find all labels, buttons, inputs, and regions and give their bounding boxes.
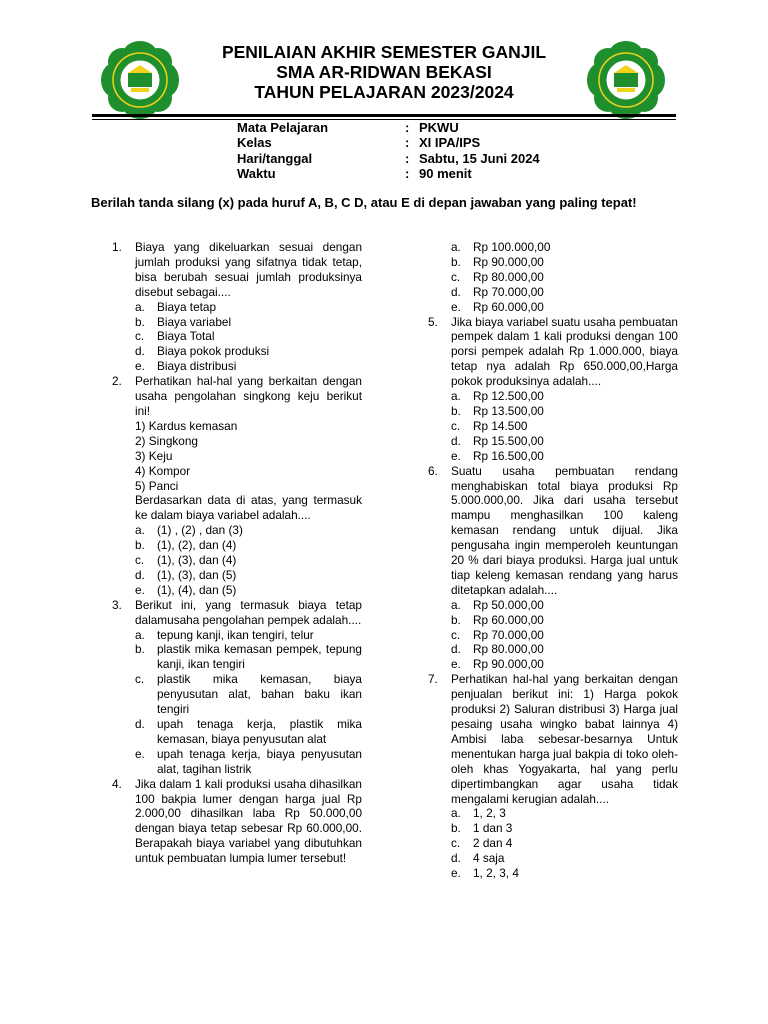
info-value: XI IPA/IPS (419, 135, 481, 151)
option-text: Rp 100.000,00 (473, 240, 551, 254)
answer-option[interactable] (135, 628, 362, 643)
answer-option[interactable] (135, 329, 362, 344)
answer-option[interactable] (451, 419, 678, 434)
answer-option[interactable] (135, 359, 362, 374)
option-letter: e. (135, 359, 145, 374)
info-row-class (237, 135, 540, 150)
school-logo-left (100, 40, 180, 120)
info-value: Sabtu, 15 Juni 2024 (419, 150, 540, 166)
exam-instruction: Berilah tanda silang (x) pada huruf A, B, C D, atau E di depan jawaban yang paling tepat! (91, 195, 637, 210)
answer-option[interactable] (451, 657, 678, 672)
option-text: 2 dan 4 (473, 836, 513, 851)
question-1 (112, 240, 362, 374)
option-text: 1 dan 3 (473, 821, 513, 836)
exam-info-block (237, 120, 540, 182)
question-text: Perhatikan hal-hal yang berkaitan dengan usaha pengolahan singkong keju berikut ini! (135, 374, 362, 418)
option-text: 1, 2, 3 (473, 806, 506, 821)
question-7 (428, 672, 678, 881)
answer-option[interactable] (135, 747, 362, 777)
exam-header-title (180, 42, 588, 102)
option-letter: b. (451, 403, 461, 418)
answer-option[interactable] (135, 300, 362, 315)
option-text: (1), (3), dan (4) (157, 553, 237, 568)
question-text: Biaya yang dikeluarkan sesuai dengan jumlah produksi yang sifatnya tidak tetap, bisa berubah sesuai jumlah produksinya disebut sebagai.... (135, 240, 362, 299)
answer-option[interactable] (451, 255, 678, 270)
answer-option[interactable] (451, 821, 678, 836)
option-letter: c. (451, 269, 461, 284)
option-text: Rp 60.000,00 (473, 612, 544, 627)
option-letter: c. (451, 627, 461, 642)
question-text: Berikut ini, yang termasuk biaya tetap dalamusaha pengolahan pempek adalah.... (135, 597, 362, 627)
option-text: (1), (3), dan (5) (157, 567, 237, 582)
option-text: (1), (4), dan (5) (157, 582, 237, 597)
answer-option[interactable] (451, 300, 678, 315)
answer-option[interactable] (451, 270, 678, 285)
questions-column-left (112, 240, 362, 866)
option-text: Rp 14.500 (473, 418, 528, 433)
header-line-1: PENILAIAN AKHIR SEMESTER GANJIL (221, 42, 547, 62)
option-text: Rp 12.500,00 (473, 389, 544, 404)
option-text: tepung kanji, ikan tengiri, telur (157, 627, 314, 642)
option-text: Rp 90.000,00 (473, 254, 544, 269)
question-6 (428, 464, 678, 673)
answer-option[interactable] (451, 806, 678, 821)
option-letter: a. (451, 597, 461, 612)
option-text: Rp 16.500,00 (473, 448, 544, 463)
option-letter: d. (451, 433, 461, 448)
option-letter: d. (135, 344, 145, 359)
answer-option[interactable] (135, 672, 362, 717)
answer-option[interactable] (135, 717, 362, 747)
question-number: 2. (112, 374, 122, 389)
option-letter: c. (135, 329, 145, 344)
option-text: Rp 70.000,00 (473, 627, 544, 642)
question-2 (112, 374, 362, 598)
list-item: 1) Kardus kemasan (135, 418, 238, 433)
option-letter: a. (135, 299, 145, 314)
header-divider-thick (92, 114, 676, 117)
option-letter: d. (451, 284, 461, 299)
option-letter: b. (135, 642, 145, 657)
option-letter: c. (135, 553, 145, 568)
option-text: Rp 70.000,00 (473, 284, 544, 299)
option-letter: b. (451, 254, 461, 269)
question-text: Perhatikan hal-hal yang berkaitan dengan penjualan berikut ini: 1) Harga pokok produksi 2) Saluran distribusi 3) Harga jual pesaing usaha wingko babat lainnya 4) Ambisi laba sebesar-besarnya Untuk menentukan harga jual bakpia di toko oleh-oleh khas Yogyakarta, hal yang perlu dipertimbangkan agar usaha tidak mengalami kerugian adalah.... (451, 672, 678, 806)
option-letter: e. (451, 299, 461, 314)
school-logo-right (586, 40, 666, 120)
answer-option[interactable] (451, 851, 678, 866)
info-colon: : (405, 150, 410, 166)
question-number: 3. (112, 597, 122, 612)
questions-column-right (428, 240, 678, 881)
info-row-subject (237, 120, 540, 135)
answer-option[interactable] (135, 523, 362, 538)
option-text: Rp 80.000,00 (473, 269, 544, 284)
answer-option[interactable] (135, 553, 362, 568)
option-text: (1), (2), dan (4) (157, 538, 237, 553)
answer-option[interactable] (135, 344, 362, 359)
header-line-3: TAHUN PELAJARAN 2023/2024 (254, 82, 514, 102)
answer-option[interactable] (451, 613, 678, 628)
option-text: Rp 80.000,00 (473, 642, 544, 657)
header-line-2: SMA AR-RIDWAN BEKASI (276, 62, 492, 82)
option-letter: a. (135, 627, 145, 642)
list-item: 5) Panci (135, 478, 179, 493)
answer-option[interactable] (451, 404, 678, 419)
answer-option[interactable] (451, 642, 678, 657)
info-colon: : (405, 135, 410, 151)
question-number: 6. (428, 463, 438, 478)
answer-option[interactable] (451, 628, 678, 643)
option-letter: e. (451, 866, 461, 881)
answer-option[interactable] (451, 389, 678, 404)
option-letter: c. (135, 672, 145, 687)
question-number: 1. (112, 240, 122, 254)
option-letter: b. (135, 314, 145, 329)
answer-option[interactable] (451, 598, 678, 613)
info-label: Kelas (237, 135, 272, 151)
question-4-options (428, 240, 678, 315)
option-text: Biaya distribusi (157, 359, 237, 374)
answer-option[interactable] (451, 449, 678, 464)
question-text: Suatu usaha pembuatan rendang menghabiskan total biaya produksi Rp 5.000.000,00. Jika dari usaha tersebut mampu menghasilkan 100 kaleng kemasan rendang untuk dijual. Jika pengusaha ingin memperoleh keuntungan 20 % dari biaya produksi. Harga jual untuk tiap keleng kemasan rendang yang harus ditetapkan adalah.... (451, 463, 678, 597)
question-text-continued: Berdasarkan data di atas, yang termasuk ke dalam biaya variabel adalah.... (135, 493, 362, 523)
answer-option[interactable] (451, 240, 678, 255)
answer-option[interactable] (451, 836, 678, 851)
option-text: plastik mika kemasan, biaya penyusutan alat, bahan baku ikan tengiri (157, 672, 362, 717)
info-colon: : (405, 120, 410, 135)
question-4 (112, 777, 362, 866)
option-text: Rp 90.000,00 (473, 657, 544, 672)
option-text: plastik mika kemasan pempek, tepung kanji, ikan tengiri (157, 642, 362, 672)
info-label: Waktu (237, 166, 276, 182)
option-text: 4 saja (473, 851, 505, 866)
info-row-date (237, 151, 540, 166)
option-letter: a. (451, 389, 461, 404)
answer-option[interactable] (135, 642, 362, 672)
option-text: Biaya Total (157, 329, 215, 344)
question-3 (112, 598, 362, 777)
option-text: Rp 50.000,00 (473, 597, 544, 612)
question-text: Jika biaya variabel suatu usaha pembuatan pempek dalam 1 kali produksi dengan 100 porsi pempek adalah Rp 1.000.000, biaya tetap nya adalah Rp 650.000,00,Harga pokok produksinya adalah.... (451, 314, 678, 389)
info-label: Hari/tanggal (237, 150, 313, 166)
info-colon: : (405, 166, 410, 182)
option-letter: d. (135, 567, 145, 582)
list-item: 3) Keju (135, 448, 173, 463)
option-letter: b. (135, 538, 145, 553)
option-letter: e. (451, 448, 461, 463)
list-item: 4) Kompor (135, 463, 191, 478)
option-text: Biaya variabel (157, 314, 232, 329)
option-text: Rp 60.000,00 (473, 299, 544, 314)
info-value: PKWU (419, 120, 459, 135)
option-text: Rp 15.500,00 (473, 433, 544, 448)
option-text: upah tenaga kerja, biaya penyusutan alat, tagihan listrik (157, 746, 362, 776)
option-letter: e. (135, 746, 145, 761)
option-letter: c. (451, 836, 461, 851)
info-label: Mata Pelajaran (237, 120, 329, 135)
option-letter: b. (451, 612, 461, 627)
info-row-time (237, 166, 540, 181)
option-text: Biaya tetap (157, 299, 217, 314)
question-5 (428, 315, 678, 464)
answer-option[interactable] (451, 285, 678, 300)
option-letter: e. (451, 657, 461, 672)
option-text: (1) , (2) , dan (3) (157, 523, 243, 538)
option-letter: e. (135, 582, 145, 597)
list-item: 2) Singkong (135, 433, 198, 448)
question-number: 7. (428, 672, 438, 687)
option-text: upah tenaga kerja, plastik mika kemasan, biaya penyusutan alat (157, 717, 362, 746)
option-letter: d. (135, 717, 145, 731)
answer-option[interactable] (135, 583, 362, 598)
option-letter: c. (451, 418, 461, 433)
question-number: 5. (428, 314, 438, 329)
option-letter: a. (135, 523, 145, 538)
option-letter: a. (451, 806, 461, 821)
option-text: Biaya pokok produksi (157, 344, 270, 359)
question-text: Jika dalam 1 kali produksi usaha dihasilkan 100 bakpia lumer dengan harga jual Rp 2.000,00 dihasilkan laba Rp 50.000,00 dengan biaya tetap sebesar Rp 60.000,00. Berapakah biaya variabel yang dibutuhkan untuk pembuatan lumpia lumer tersebut! (135, 776, 362, 866)
answer-option[interactable] (451, 866, 678, 881)
option-text: 1, 2, 3, 4 (473, 866, 519, 881)
answer-option[interactable] (135, 538, 362, 553)
option-letter: d. (451, 851, 461, 866)
option-text: Rp 13.500,00 (473, 403, 544, 418)
answer-option[interactable] (135, 568, 362, 583)
option-letter: b. (451, 821, 461, 836)
info-value: 90 menit (419, 166, 472, 182)
option-letter: d. (451, 642, 461, 657)
answer-option[interactable] (135, 315, 362, 330)
option-letter: a. (451, 240, 461, 254)
answer-option[interactable] (451, 434, 678, 449)
question-number: 4. (112, 776, 122, 791)
